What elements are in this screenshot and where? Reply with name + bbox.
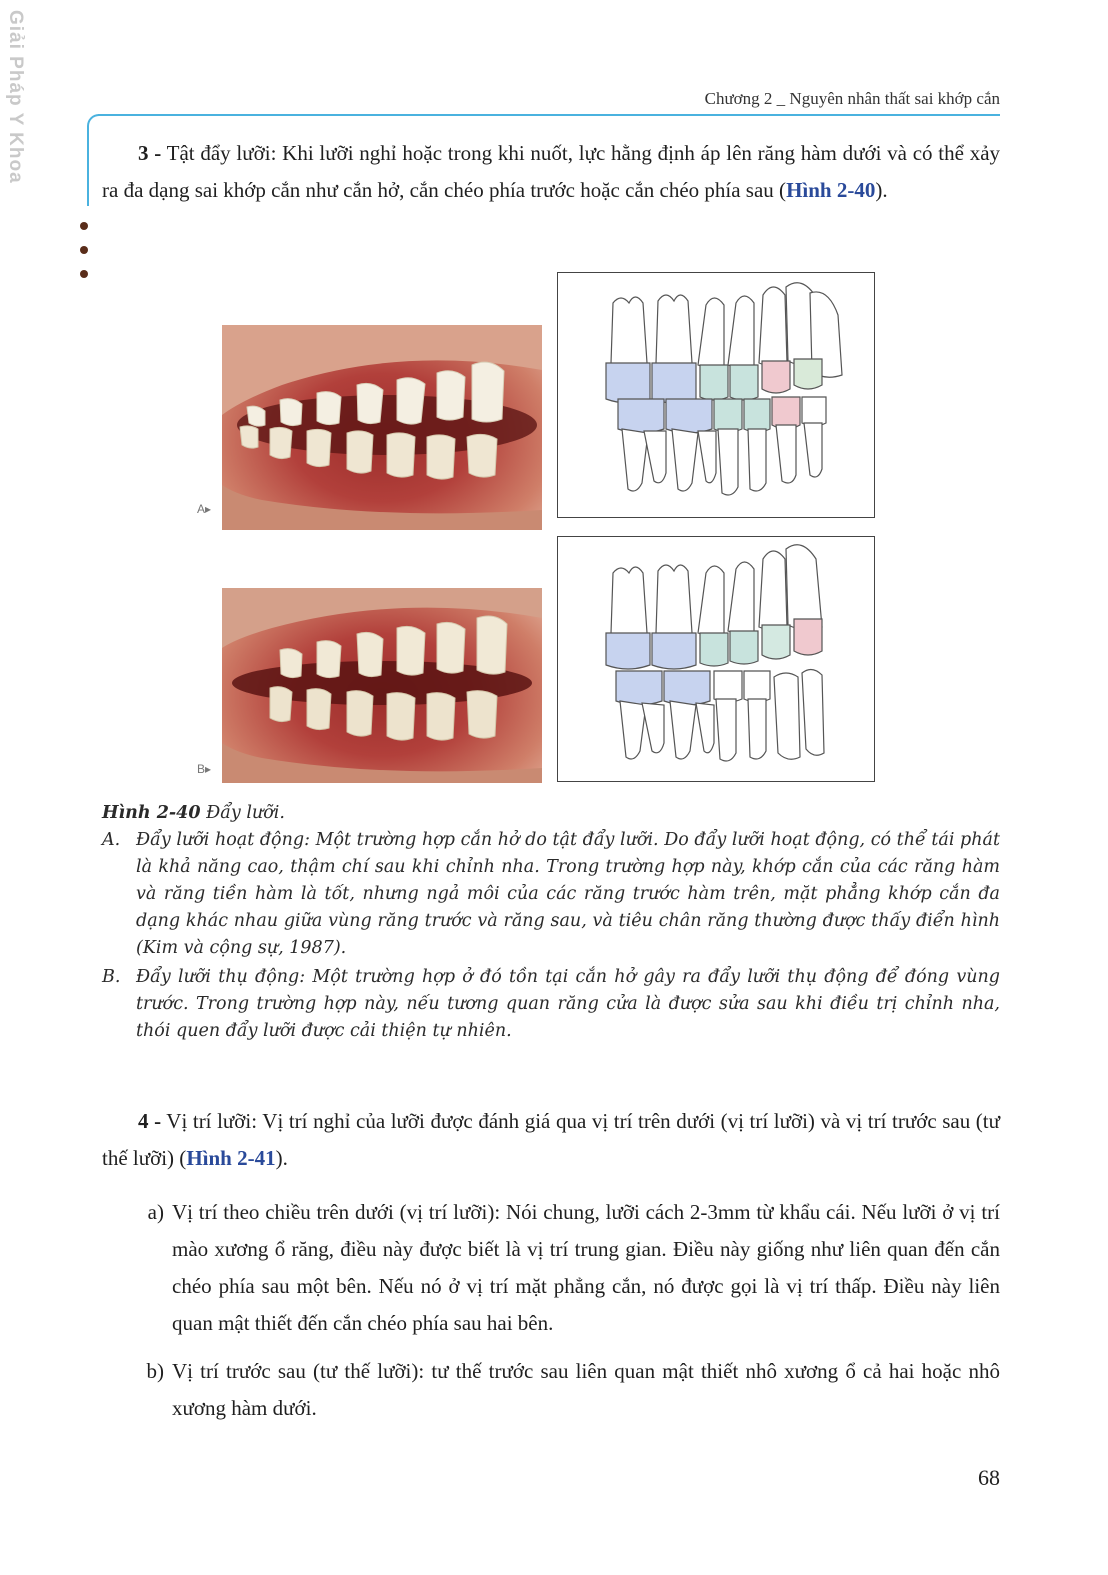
section-number: 4 - — [138, 1109, 162, 1133]
side-brand: Giải Pháp Y Khoa — [5, 10, 26, 184]
figure-reference-link[interactable]: Hình 2-41 — [186, 1146, 276, 1170]
section-3-paragraph — [102, 135, 1000, 209]
dentition-diagram-a — [557, 272, 875, 518]
caption-title: Hình 2-40 Đẩy lưỡi. — [102, 803, 285, 823]
intraoral-photo-b — [222, 588, 542, 783]
bullet-dot — [80, 222, 88, 230]
chapter-header: Chương 2 _ Nguyên nhân thất sai khớp cắn — [704, 89, 1000, 108]
section-text-end: ). — [275, 1146, 288, 1170]
dentition-diagram-b — [557, 536, 875, 782]
section-text-end: ). — [875, 178, 888, 202]
section-number: 3 - — [138, 141, 162, 165]
figure-2-40 — [197, 270, 878, 784]
caption-item-b: B. Đẩy lưỡi thụ động: Một trường hợp ở đó tồn tại cắn hở gây ra đẩy lưỡi thụ động để đóng vùng trước. Trong trường hợp này, nếu tương quan răng cửa là được sửa sau khi điều trị chỉnh nha, thói quen đẩy lưỡi được cải thiện tự nhiên. — [102, 967, 1000, 1041]
list-item-b: b) Vị trí trước sau (tư thế lưỡi): tư thế trước sau liên quan mật thiết nhô xương ổ cả hai hoặc nhô xương hàm dưới. — [146, 1359, 1000, 1420]
bullet-dot — [80, 246, 88, 254]
figure-caption — [102, 800, 1000, 1045]
panel-label-a: A▸ — [197, 502, 212, 516]
section-text: Tật đẩy lưỡi: Khi lưỡi nghỉ hoặc trong khi nuốt, lực hằng định áp lên răng hàm dưới và có thể xảy ra đa dạng sai khớp cắn như cắn hở, cắn chéo phía trước hoặc cắn chéo phía sau ( — [102, 141, 1001, 202]
caption-item-a: A. Đẩy lưỡi hoạt động: Một trường hợp cắn hở do tật đẩy lưỡi. Do đẩy lưỡi hoạt động, có thể tái phát là khả năng cao, thậm chí sau khi chỉnh nha. Trong trường hợp này, khớp cắn của các răng hàm và răng tiền hàm là tốt, nhưng ngả môi của các răng trước hàm trên, mặt phẳng khớp cắn đa dạng khác nhau giữa vùng răng trước và răng sau, và tiêu chân răng thường được thấy điển hình (Kim và cộng sự, 1987). — [102, 830, 1000, 958]
list-item-a: a) Vị trí theo chiều trên dưới (vị trí lưỡi): Nói chung, lưỡi cách 2-3mm từ khẩu cái. Nếu lưỡi ở vị trí mào xương ổ răng, điều này được biết là vị trí trung gian. Điều này giống như liên quan đến cắn chéo phía sau một bên. Nếu nó ở vị trí mặt phẳng cắn, nó được gọi là vị trí thấp. Điều này liên quan mật thiết đến cắn chéo phía sau hai bên. — [147, 1200, 1000, 1335]
intraoral-photo-a — [222, 325, 542, 530]
section-text: Vị trí lưỡi: Vị trí nghỉ của lưỡi được đánh giá qua vị trí trên dưới (vị trí lưỡi) và vị trí trước sau (tư thế lưỡi) ( — [102, 1109, 1001, 1170]
section-4-list — [102, 1194, 1000, 1438]
header-rule-vertical — [87, 126, 89, 206]
page-number: 68 — [978, 1465, 1000, 1490]
figure-reference-link[interactable]: Hình 2-40 — [786, 178, 876, 202]
section-4-paragraph — [102, 1103, 1000, 1177]
bullet-dot — [80, 270, 88, 278]
panel-label-b: B▸ — [197, 762, 212, 776]
header-rule — [98, 114, 1000, 116]
